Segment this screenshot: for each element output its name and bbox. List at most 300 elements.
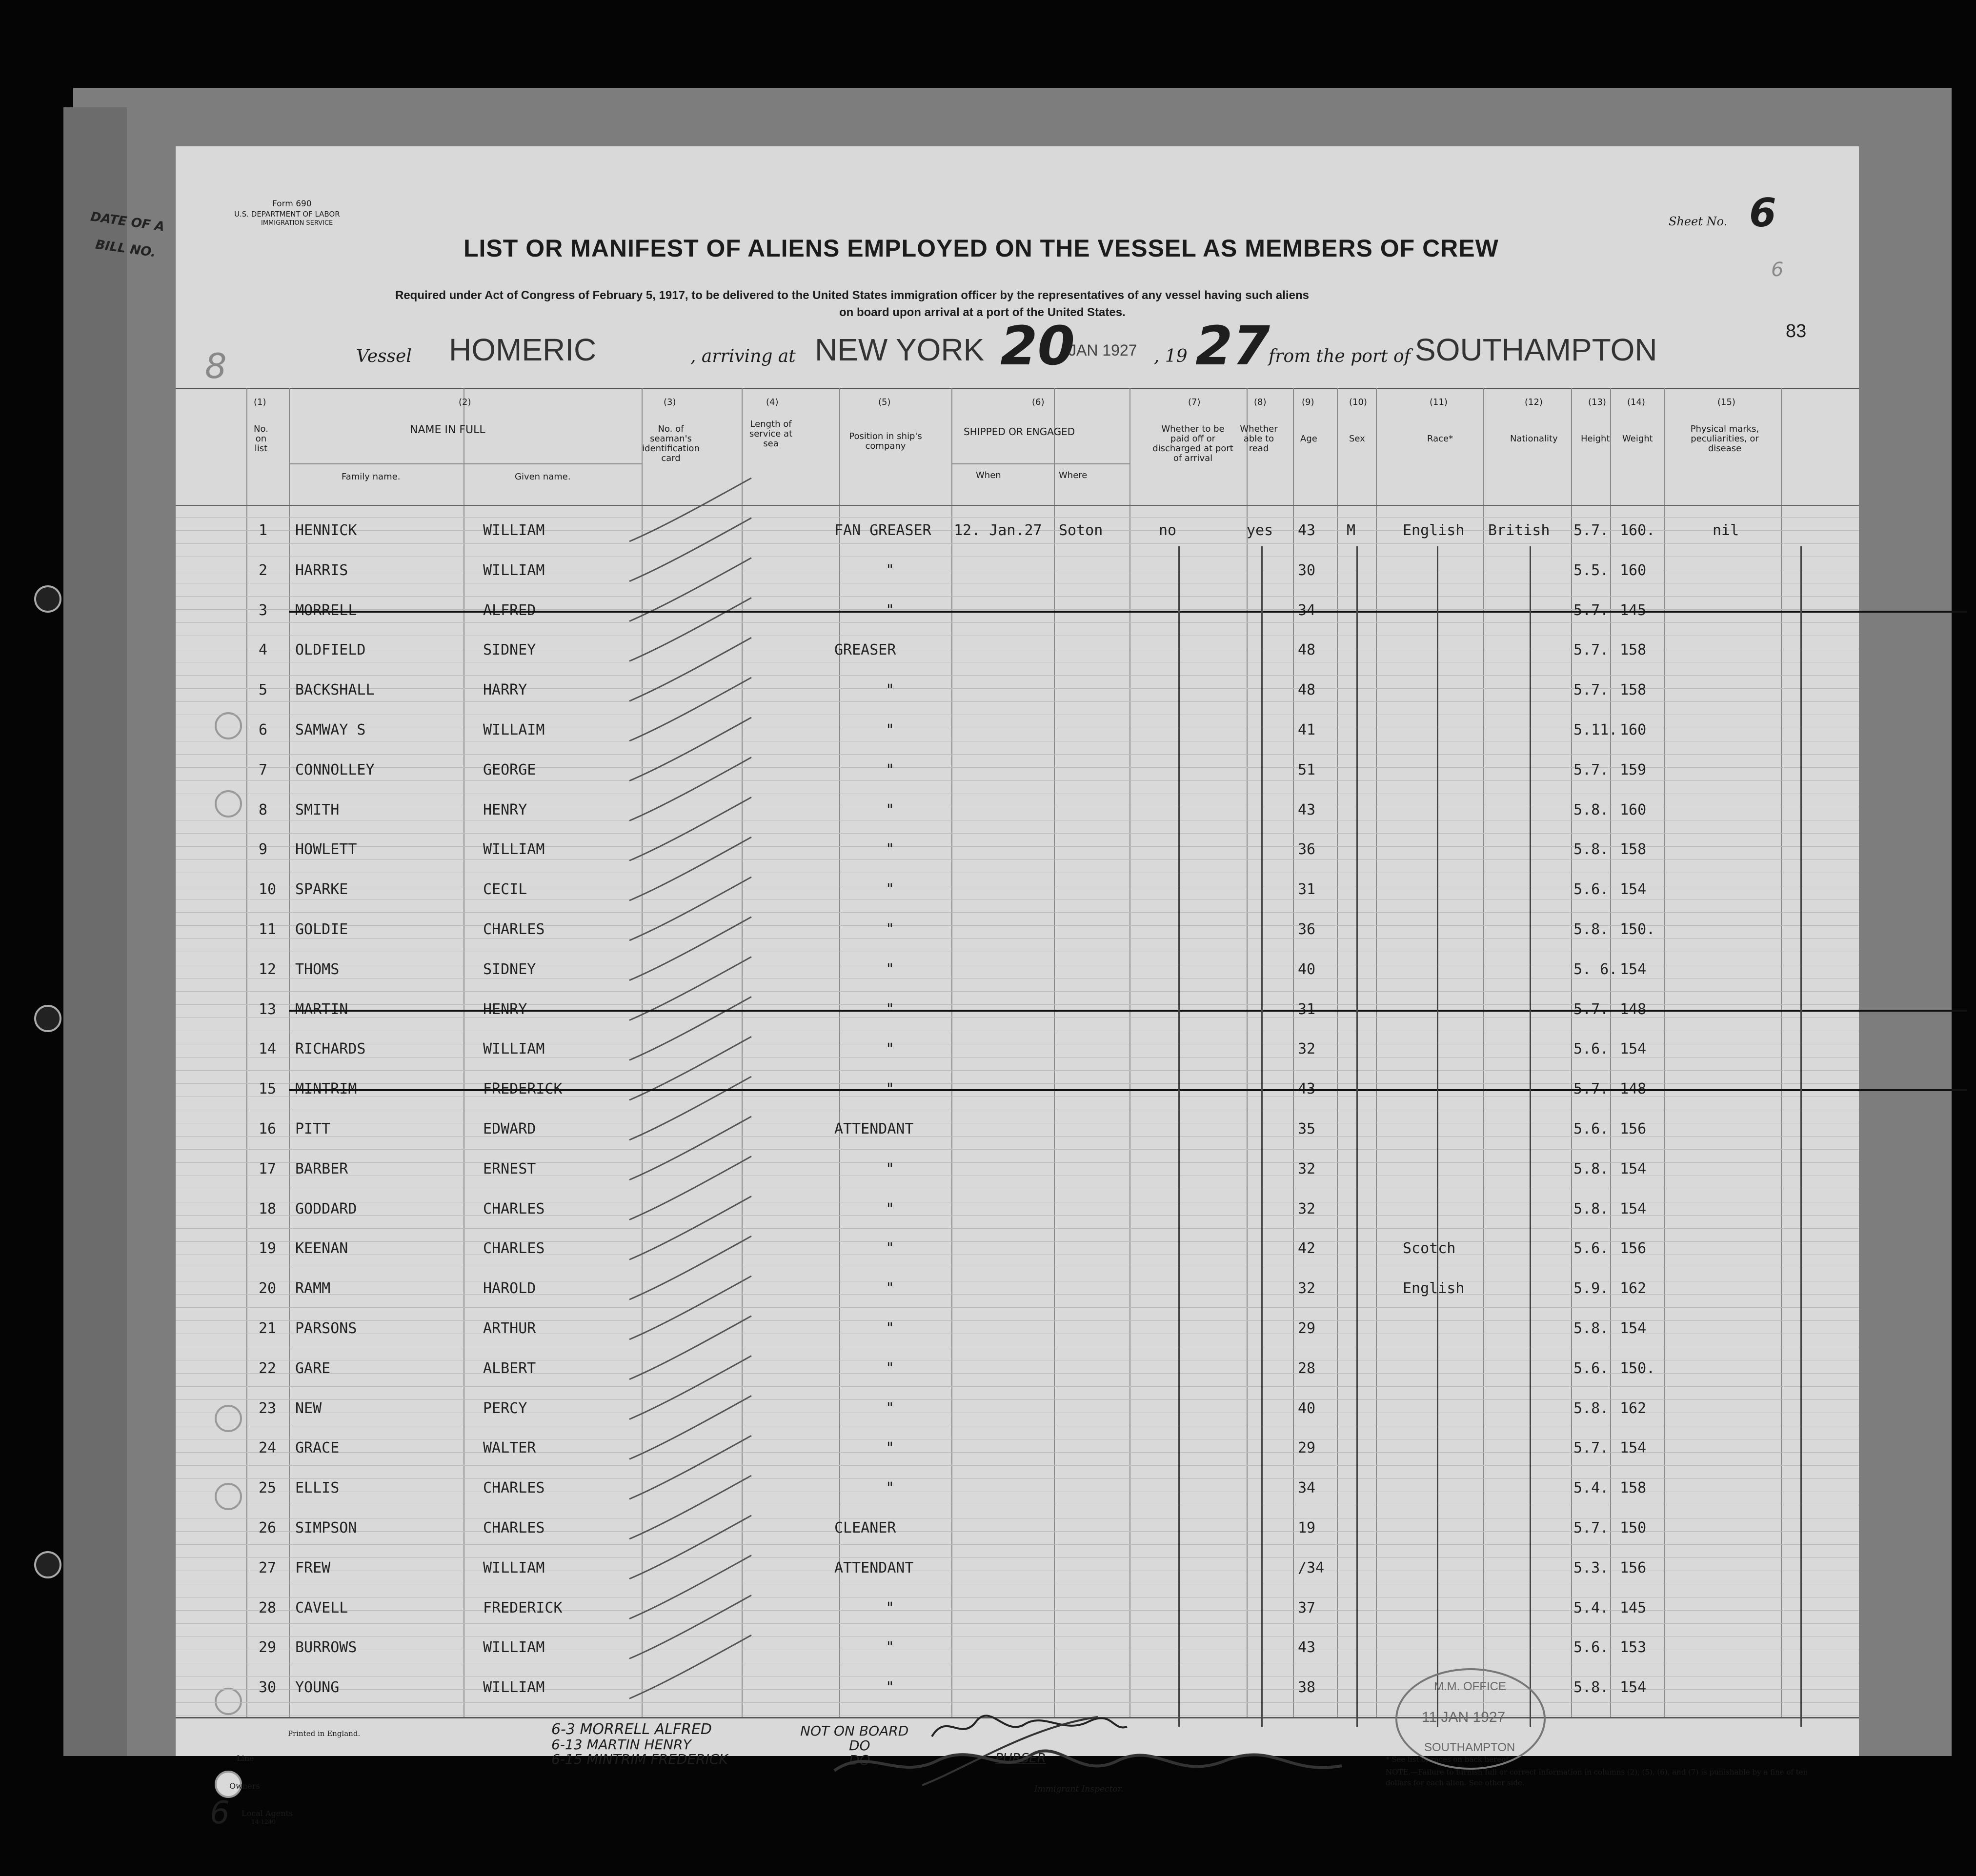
col2-header: NAME IN FULL [410,424,485,436]
vessel-name: HOMERIC [449,332,597,367]
given-name: WILLIAM [483,561,545,579]
stamp-bottom-text: SOUTHAMPTON [1424,1741,1515,1754]
service: IMMIGRATION SERVICE [261,220,333,227]
age: 51 [1298,761,1316,778]
given-name: FREDERICK [483,1080,563,1098]
position: ATTENDANT [834,1559,914,1577]
col6-header: SHIPPED OR ENGAGED [964,426,1075,438]
pencil-slash [629,678,751,741]
ditto-line [1530,546,1531,1727]
col10-header: Sex [1349,434,1365,444]
form-subtitle-2: on board upon arrival at a port of the United States. [839,306,1126,319]
age: 43 [1298,801,1316,818]
weight: 160 [1620,801,1647,818]
row-number: 5 [259,681,268,699]
height: 5.8. [1573,1200,1609,1217]
position: " [886,1679,895,1696]
row-number: 4 [259,641,268,659]
pencil-slash [629,1276,751,1339]
height: 5.8. [1573,921,1609,938]
family-name: NEW [295,1399,322,1417]
given-name: PERCY [483,1399,527,1417]
height: 5.6. [1573,1639,1609,1656]
pencil-slash [629,1436,751,1499]
given-name: EDWARD [483,1120,536,1138]
arrival-day: 20 [1000,315,1075,377]
family-name: PITT [295,1120,331,1138]
col8-header: Whether able to read [1240,424,1278,454]
height: 5.7. [1573,1439,1609,1457]
position: ATTENDANT [834,1120,914,1138]
shipped-when: 12. Jan.27 [954,522,1042,539]
family-name: HOWLETT [295,841,357,858]
col2a-header: Family name. [342,472,401,482]
footnote-races: * See list of races on back hereof. [1386,1755,1511,1764]
row-number: 8 [259,801,268,818]
family-name: HENNICK [295,522,357,539]
weight: 154 [1620,1320,1647,1337]
weight: 154 [1620,1160,1647,1177]
row-number: 21 [259,1320,277,1337]
form-title: LIST OR MANIFEST OF ALIENS EMPLOYED ON THE VESSEL AS MEMBERS OF CREW [464,235,1499,262]
height: 5.8. [1573,1320,1609,1337]
age: 48 [1298,681,1316,699]
owners-label: Owners [229,1781,260,1791]
row-number: 12 [259,960,277,978]
weight: 156 [1620,1559,1647,1577]
weight: 153 [1620,1639,1647,1656]
pencil-slash [629,877,751,940]
height: 5.7. [1573,522,1609,539]
pencil-slash [629,598,751,661]
height: 5.8. [1573,801,1609,818]
height: 5.8. [1573,1399,1609,1417]
age: 40 [1298,960,1316,978]
height: 5.8. [1573,1679,1609,1696]
ditto-line [1261,546,1263,1727]
given-name: CHARLES [483,1479,545,1497]
given-name: CHARLES [483,1200,545,1217]
row-number: 30 [259,1679,277,1696]
weight: 156 [1620,1240,1647,1257]
family-name: RAMM [295,1280,331,1297]
position: " [886,1439,895,1457]
given-name: WILLIAM [483,841,545,858]
col3-number: (3) [664,397,676,407]
height: 5.3. [1573,1559,1609,1577]
binder-strip [63,107,127,1756]
family-name: ELLIS [295,1479,340,1497]
weight: 158 [1620,641,1647,659]
age: 29 [1298,1439,1316,1457]
height: 5.7. [1573,1519,1609,1537]
position: " [886,1639,895,1656]
weight: 148 [1620,1080,1647,1098]
family-name: BURROWS [295,1639,357,1656]
family-name: HARRIS [295,561,348,579]
family-name: KEENAN [295,1240,348,1257]
department: U.S. DEPARTMENT OF LABOR [234,210,340,219]
pencil-slash [629,1316,751,1379]
weight: 160 [1620,561,1647,579]
pencil-slash [629,1077,751,1140]
row-number: 26 [259,1519,277,1537]
height: 5.6. [1573,1359,1609,1377]
family-name: MORRELL [295,601,357,619]
family-name: THOMS [295,960,340,978]
col15-number: (15) [1717,397,1735,407]
given-name: ERNEST [483,1160,536,1177]
age: 38 [1298,1679,1316,1696]
row-number: 3 [259,601,268,619]
weight: 150. [1620,1359,1655,1377]
position: " [886,1080,895,1098]
age: 36 [1298,841,1316,858]
vessel-label: Vessel [356,346,412,366]
height: 5. 6. [1573,960,1618,978]
age: 30 [1298,561,1316,579]
family-name: SMITH [295,801,340,818]
position: " [886,801,895,818]
position: FAN GREASER [834,522,931,539]
position: " [886,1200,895,1217]
weight: 158 [1620,1479,1647,1497]
weight: 148 [1620,1000,1647,1018]
age: 40 [1298,1399,1316,1417]
height: 5.6. [1573,1240,1609,1257]
family-name: OLDFIELD [295,641,366,659]
given-name: SIDNEY [483,641,536,659]
pencil-slash [629,797,751,860]
ditto-line [1800,546,1802,1727]
manifest-page [176,146,1859,1831]
col14-number: (14) [1627,397,1645,407]
note-status-3: DO [849,1752,870,1768]
height: 5.6. [1573,881,1609,898]
pencil-slash [629,1236,751,1299]
height: 5.6. [1573,1040,1609,1058]
position: " [886,1240,895,1257]
sheet-label: Sheet No. [1669,215,1728,228]
position: " [886,1280,895,1297]
pencil-slash [629,837,751,900]
height: 5.7. [1573,641,1609,659]
height: 5.8. [1573,841,1609,858]
weight: 154 [1620,1200,1647,1217]
given-name: WILLAIM [483,721,545,738]
row-number: 20 [259,1280,277,1297]
height: 5.9. [1573,1280,1609,1297]
row-number: 10 [259,881,277,898]
pencil-slash [629,1117,751,1180]
given-name: ALFRED [483,601,536,619]
stamp-date: 11 JAN 1927 [1422,1709,1506,1725]
form-code: 14-1240 [251,1818,276,1825]
given-name: HENRY [483,1000,527,1018]
col1-number: (1) [254,397,266,407]
strike-through-line [289,1010,1967,1012]
pencil-slash [629,1196,751,1259]
pencil-slash [629,1516,751,1579]
age: 32 [1298,1040,1316,1058]
age: 32 [1298,1200,1316,1217]
row-number: 22 [259,1359,277,1377]
row-number: 17 [259,1160,277,1177]
age: 32 [1298,1160,1316,1177]
age: 31 [1298,881,1316,898]
col10-number: (10) [1349,397,1367,407]
position: " [886,1399,895,1417]
height: 5.4. [1573,1479,1609,1497]
family-name: RICHARDS [295,1040,366,1058]
pencil-slash [629,1157,751,1220]
given-name: SIDNEY [483,960,536,978]
weight: 145 [1620,1599,1647,1617]
pencil-slash-marks [176,146,1859,1756]
ditto-line [1356,546,1358,1727]
arrival-port: NEW YORK [815,332,985,367]
position: " [886,1599,895,1617]
row-number: 16 [259,1120,277,1138]
position: " [886,1000,895,1018]
col2-number: (2) [459,397,471,407]
age: 48 [1298,641,1316,659]
height: 5.11. [1573,721,1618,738]
position: " [886,761,895,778]
height: 5.7. [1573,1000,1609,1018]
age: 34 [1298,601,1316,619]
given-name: WILLIAM [483,1559,545,1577]
able-to-read: yes [1247,522,1273,539]
position: GREASER [834,641,896,659]
given-name: WILLIAM [483,1040,545,1058]
sex: M [1347,522,1356,539]
agents-label: Local Agents [242,1809,293,1818]
weight: 154 [1620,881,1647,898]
given-name: FREDERICK [483,1599,563,1617]
family-name: CAVELL [295,1599,348,1617]
given-name: WILLIAM [483,1679,545,1696]
age: 43 [1298,1080,1316,1098]
margin-text-2: BILL NO. [94,237,157,260]
age: 28 [1298,1359,1316,1377]
from-label: from the port of [1269,346,1411,366]
col3-header: No. of seaman's identification card [642,424,700,463]
weight: 154 [1620,1679,1647,1696]
arrival-year: 27 [1195,315,1270,377]
col14-header: Weight [1622,434,1653,444]
given-name: CHARLES [483,1519,545,1537]
family-name: GARE [295,1359,331,1377]
sheet-number: 6 [1749,190,1776,236]
pencil-slash [629,518,751,581]
pencil-slash [629,638,751,701]
inspector-label: Immigrant Inspector. [1034,1784,1124,1794]
col4-header: Length of service at sea [749,419,793,449]
row-number: 1 [259,522,268,539]
position: " [886,1359,895,1377]
note-status-2: DO [849,1737,870,1754]
col15-header: Physical marks, peculiarities, or disease [1690,424,1759,454]
age: 36 [1298,921,1316,938]
given-name: HENRY [483,801,527,818]
height: 5.6. [1573,1120,1609,1138]
col13-header: Height [1581,434,1610,444]
pencil-slash [629,1356,751,1419]
row-number: 15 [259,1080,277,1098]
age: 42 [1298,1240,1316,1257]
weight: 150 [1620,1519,1647,1537]
form-number: Form 690 [272,199,312,209]
col2b-header: Given name. [515,472,571,482]
weight: 156 [1620,1120,1647,1138]
ditto-line [1437,546,1438,1727]
pencil-slash [629,1635,751,1698]
margin-text-1: DATE OF A [89,209,166,235]
date-stamp: JAN 1927 [1069,341,1137,359]
family-name: CONNOLLEY [295,761,375,778]
side-mark-8: 8 [205,346,227,386]
col5-number: (5) [878,397,891,407]
family-name: GRACE [295,1439,340,1457]
position: " [886,681,895,699]
position: " [886,1160,895,1177]
binder-ring-3 [34,1551,61,1578]
age: 34 [1298,1479,1316,1497]
age: 41 [1298,721,1316,738]
family-name: SIMPSON [295,1519,357,1537]
given-name: HAROLD [483,1280,536,1297]
weight: 160 [1620,721,1647,738]
given-name: WILLIAM [483,1639,545,1656]
row-number: 2 [259,561,268,579]
col5-header: Position in ship's company [849,431,922,451]
note-3: 6-15 MINTRIM FREDERICK [551,1751,728,1767]
height: 5.7. [1573,601,1609,619]
binder-ring-1 [34,585,61,613]
position: " [886,841,895,858]
row-number: 18 [259,1200,277,1217]
pencil-slash [629,1476,751,1539]
departure-port: SOUTHAMPTON [1415,332,1657,367]
family-name: BARBER [295,1160,348,1177]
side-mark-6: 6 [1771,259,1784,281]
row-number: 11 [259,921,277,938]
col12-number: (12) [1525,397,1543,407]
col7-header: Whether to be paid off or discharged at port of arrival [1152,424,1233,463]
family-name: SPARKE [295,881,348,898]
height: 5.7. [1573,681,1609,699]
position: " [886,561,895,579]
age: 43 [1298,1639,1316,1656]
pencil-slash [629,718,751,781]
col13-number: (13) [1588,397,1606,407]
given-name: GEORGE [483,761,536,778]
age: 37 [1298,1599,1316,1617]
weight: 154 [1620,1439,1647,1457]
weight: 158 [1620,841,1647,858]
col8-number: (8) [1254,397,1267,407]
given-name: HARRY [483,681,527,699]
col6b-header: Where [1059,470,1088,480]
height: 5.7. [1573,1080,1609,1098]
col7-number: (7) [1188,397,1201,407]
col12-header: Nationality [1510,434,1558,444]
age: 32 [1298,1280,1316,1297]
footnote-penalty: NOTE.—Failure to furnish full or correct information in columns (2), (5), (6), and (7) is punishable by a fine of ten dollars for each alien. See other side. [1386,1768,1808,1787]
weight: 145 [1620,601,1647,619]
col9-header: Age [1300,434,1317,444]
line-label: Line [237,1754,254,1763]
weight: 158 [1620,681,1647,699]
row-number: 6 [259,721,268,738]
position: " [886,960,895,978]
height: 5.4. [1573,1599,1609,1617]
col11-header: Race* [1427,434,1453,444]
weight: 162 [1620,1280,1647,1297]
row-number: 25 [259,1479,277,1497]
stamp-top-text: M.M. OFFICE [1434,1680,1506,1693]
paid-off: no [1159,522,1177,539]
col11-number: (11) [1430,397,1448,407]
height: 5.8. [1573,1160,1609,1177]
race: Scotch [1403,1240,1456,1257]
col1-header: No. on list [254,424,268,454]
pencil-slash [629,1595,751,1658]
row-number: 14 [259,1040,277,1058]
age: /34 [1298,1559,1325,1577]
row-number: 19 [259,1240,277,1257]
col4-number: (4) [766,397,779,407]
pencil-slash [629,1556,751,1619]
row-number: 28 [259,1599,277,1617]
given-name: CHARLES [483,1240,545,1257]
pencil-slash [629,917,751,980]
year-label: , 19 [1154,346,1188,366]
age: 31 [1298,1000,1316,1018]
weight: 159 [1620,761,1647,778]
note-2: 6-13 MARTIN HENRY [551,1736,691,1753]
family-name: GOLDIE [295,921,348,938]
row-number: 27 [259,1559,277,1577]
physical-marks: nil [1713,522,1739,539]
pencil-slash [629,758,751,821]
page-number: 83 [1786,321,1807,341]
corner-mark-6: 6 [210,1795,230,1831]
office-stamp [1395,1668,1546,1770]
weight: 150. [1620,921,1655,938]
age: 19 [1298,1519,1316,1537]
strike-through-line [289,611,1967,613]
nationality: British [1488,522,1550,539]
position: CLEANER [834,1519,896,1537]
arriving-label: , arriving at [690,346,796,366]
given-name: CECIL [483,881,527,898]
row-number: 29 [259,1639,277,1656]
purser-label: PURSER [995,1751,1046,1766]
given-name: ALBERT [483,1359,536,1377]
row-number: 9 [259,841,268,858]
family-name: MARTIN [295,1000,348,1018]
family-name: SAMWAY S [295,721,366,738]
pencil-slash [629,478,751,541]
family-name: BACKSHALL [295,681,375,699]
col6-number: (6) [1032,397,1045,407]
position: " [886,1479,895,1497]
strike-through-line [289,1089,1967,1091]
given-name: ARTHUR [483,1320,536,1337]
family-name: PARSONS [295,1320,357,1337]
